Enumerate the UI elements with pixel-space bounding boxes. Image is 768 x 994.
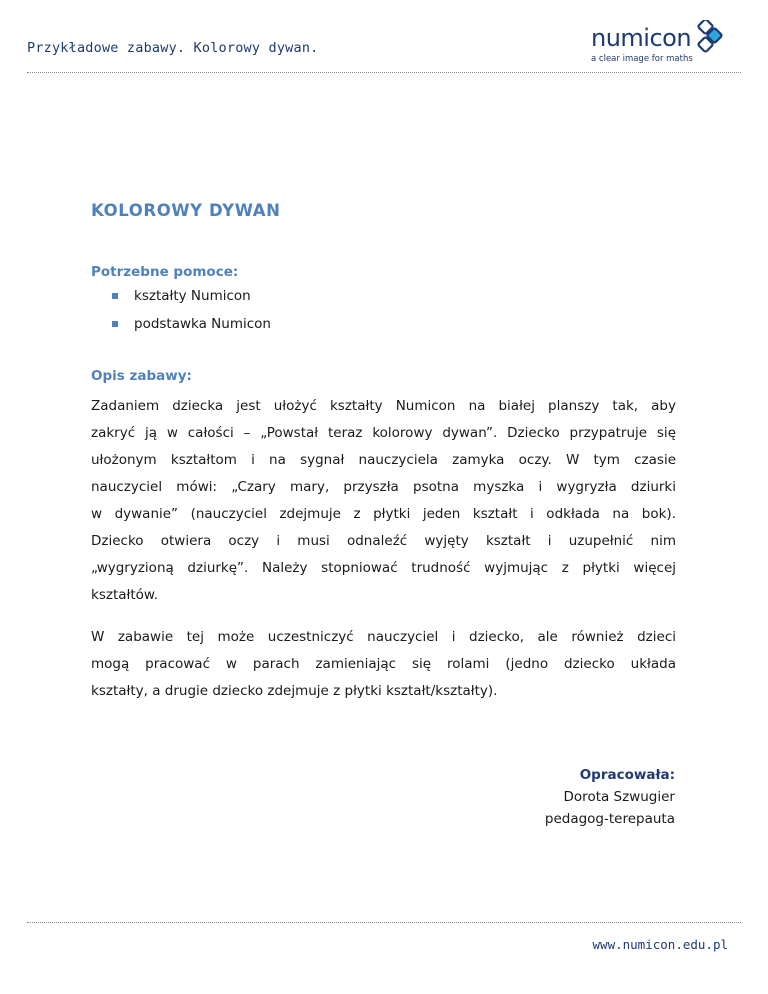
logo-tagline: a clear image for maths (591, 54, 693, 64)
paragraph-line: W zabawie tej może uczestniczyć nauczyciel i dziecko, ale również dzieci (91, 629, 676, 645)
footer-divider (27, 922, 741, 923)
paragraph-line: kształty, a drugie dziecko zdejmuje z płytki kształt/kształty). (91, 683, 498, 699)
square-bullet-icon (112, 321, 118, 327)
numicon-shape-icon (696, 20, 724, 60)
list-item-text: podstawka Numicon (134, 316, 271, 332)
author-name: Dorota Szwugier (563, 789, 675, 805)
paragraph-line: ułożonym kształtom i na sygnał nauczyciela zamyka oczy. W tym czasie (91, 452, 676, 468)
list-item-text: kształty Numicon (134, 288, 251, 304)
list-item (91, 287, 691, 315)
page-header (0, 0, 768, 74)
paragraph-line: Zadaniem dziecka jest ułożyć kształty Numicon na białej planszy tak, aby (91, 398, 676, 414)
description-heading: Opis zabawy: (91, 368, 192, 384)
description-paragraph (91, 393, 676, 609)
logo-wordmark: numicon (591, 24, 692, 52)
header-title: Przykładowe zabawy. Kolorowy dywan. (27, 40, 319, 56)
paragraph-line: kształtów. (91, 587, 158, 603)
supplies-heading: Potrzebne pomoce: (91, 264, 239, 280)
paragraph-line: mogą pracować w parach zamieniając się rolami (jedno dziecko układa (91, 656, 676, 672)
author-role: pedagog-terepauta (544, 811, 675, 827)
square-bullet-icon (112, 293, 118, 299)
paragraph-line: Dziecko otwiera oczy i musi odnaleźć wyjęty kształt i uzupełnić nim (91, 533, 676, 549)
header-divider (27, 72, 741, 73)
paragraph-line: nauczyciel mówi: „Czary mary, przyszła psotna myszka i wygryzła dziurki (91, 479, 676, 495)
participants-paragraph (91, 624, 676, 705)
numicon-logo (588, 20, 728, 66)
supplies-list (91, 287, 691, 343)
footer-website-link[interactable]: www.numicon.edu.pl (592, 937, 728, 952)
list-item (91, 315, 691, 343)
author-signature (545, 764, 675, 830)
paragraph-line: „wygryzioną dziurkę”. Należy stopniować trudność wyjmując z płytki więcej (91, 560, 676, 576)
paragraph-line: w dywanie” (nauczyciel zdejmuje z płytki jeden kształt i odkłada na bok). (91, 506, 676, 522)
signature-label: Opracowała: (579, 767, 675, 783)
document-title: KOLOROWY DYWAN (91, 201, 281, 220)
paragraph-line: zakryć ją w całości – „Powstał teraz kolorowy dywan”. Dziecko przypatruje się (91, 425, 676, 441)
